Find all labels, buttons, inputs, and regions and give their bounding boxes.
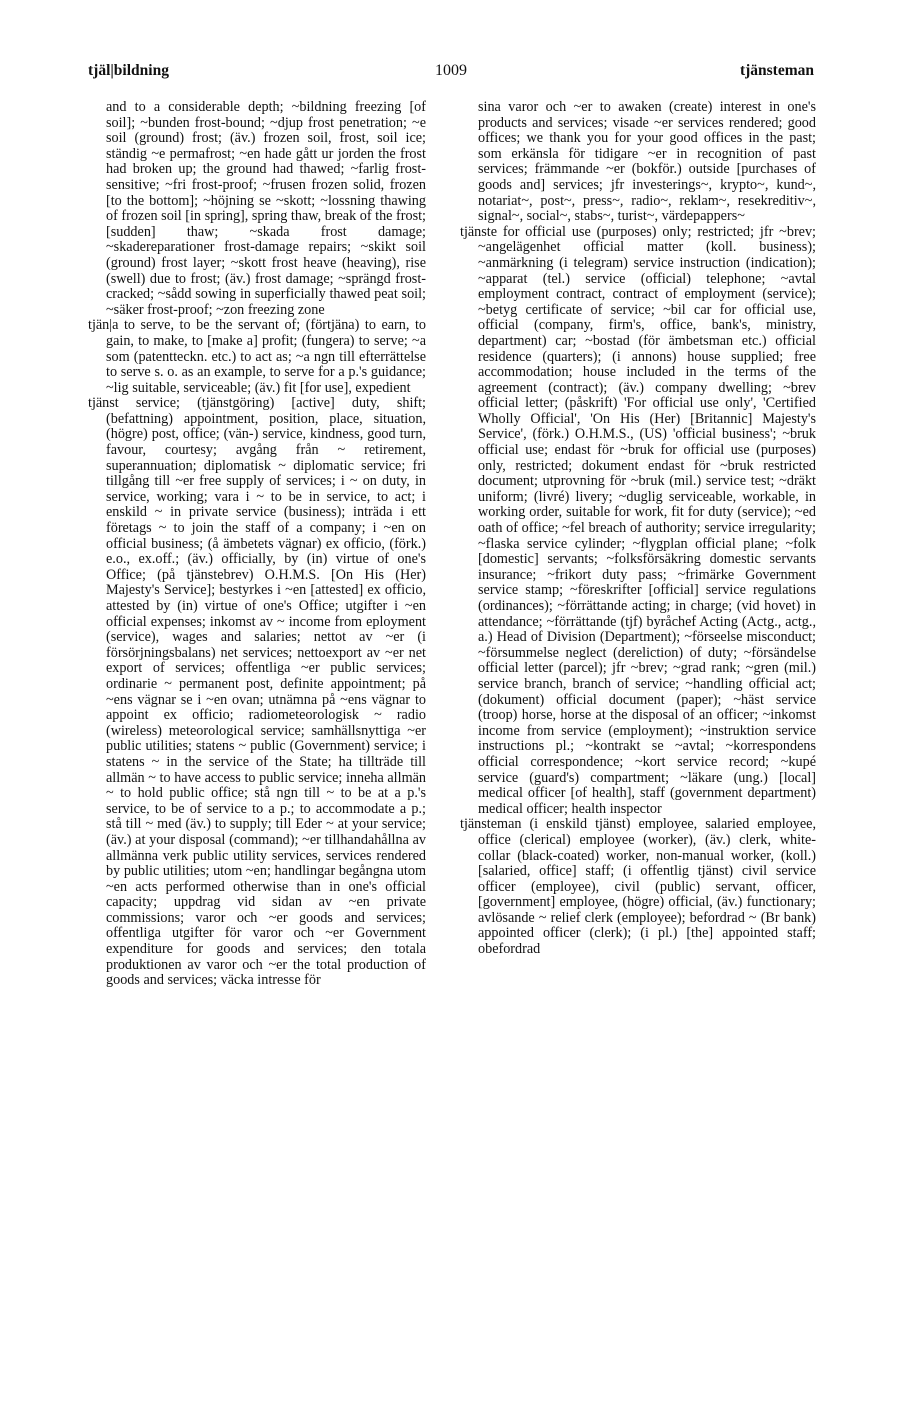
entry-tjanst: tjänst service; (tjänstgöring) [active] duty, shift; (befattning) appointment, position, place, situation, (högre) post, office; (vän-) service, kindness, good turn, favour, courtesy; avgång från ~ retirement, superannuation; diplomatisk ~ diplomatic service; fri tillgång till ~er free supply of services; i ~ on duty, in service, working; vara i ~ to be in service, to act; i enskild ~ in private service (business); inträda i ett företags ~ to join the staff of a company; i ~en on official business; (å ämbetets vägnar) ex officio, (förk.) e.o., ex.off.; (äv.) officially, by (in) virtue of one's Office; (på tjänstebrev) O.H.M.S. [On His (Her) Majesty's Service]; bestyrkes i ~en [attested] ex officio, attested by (in) virtue of one's Office; utgifter i ~en official expenses; inkomst av ~ income from eployment (service), wages and salaries; nettot av ~er (i försörjningsbalans) net services; nettoexport av ~er net export of services; offentliga ~er public services; ordinarie ~ permanent post, definite appointment; på ~ens vägnar se i ~en ovan; utnämna på ~ens vägnar to appoint ex officio; radiometeorologisk ~ radio (wireless) meteorological service; samhällsnyttiga ~er public utilities; statens ~ public (Government) service; i statens ~ in the service of the State; ha tillträde till allmän ~ to have access to public service; inneha allmän ~ to hold public office; stå ngn till ~ to be at a p.'s service, to be of service to a p.; to accommodate a p.; stå till ~ med (äv.) to supply; till Eder ~ at your service; (äv.) at your disposal (command); ~er tillhandahållna av allmänna verk public utility services, services rendered by public utilities; utom ~en; handlingar begångna utom ~en acts performed otherwise than in one's official capacity; uppdrag vid sidan av ~en private commissions; varor och ~er goods and services; offentliga utgifter för varor och ~er Government expenditure for goods and services; den totala produktionen av varor och ~er the total production of goods and services; väcka intresse för bbox=[88, 395, 426, 989]
left-column bbox=[88, 100, 426, 989]
entry-tjana: tjän|a to serve, to be the servant of; (förtjäna) to earn, to gain, to make, to [make a] profit; (fungera) to serve; ~a som (patentteckn. etc.) to act as; ~a ngn till efterrättelse to serve s. o. as an example, to serve for a p.'s guidance; ~lig suitable, serviceable; (äv.) fit [for use], expedient bbox=[88, 317, 426, 396]
page-header bbox=[88, 62, 814, 82]
header-right-guideword: tjänsteman bbox=[739, 62, 814, 79]
entry-continuation: sina varor och ~er to awaken (create) interest in one's products and services; visade ~er services rendered; good offices; we thank you for your good offices in the past; som erkänsla för tidigare ~er in recognition of past services; främmande ~er (bokför.) outside [purchases of goods and] services; jfr investerings~, krypto~, kund~, notariat~, post~, press~, radio~, reklam~, resekreditiv~, signal~, social~, stabs~, turist~, värdepappers~ bbox=[478, 99, 816, 225]
entry-continuation: and to a considerable depth; ~bildning freezing [of soil]; ~bunden frost-bound; ~djup frost penetration; ~e soil (ground) frost; (äv.) frozen soil, frost, soil ice; ständig ~e permafrost; ~en hade gått ur jorden the frost had broken up; the ground had thawed; ~farlig frost-sensitive; ~fri frost-proof; ~frusen frozen solid, frozen [to the bottom]; ~höjning se ~skott; ~lossning thawing of frozen soil [in spring], spring thaw, break of the frost; [sudden] thaw; ~skada frost damage; ~skadereparationer frost-damage repairs; ~skikt soil (ground) frost layer; ~skott frost heave (heaving), rise (swell) due to frost; (äv.) frost damage; ~sprängd frost-cracked; ~sådd sowing in superficially thawed peat soil; ~säker frost-proof; ~zon freezing zone bbox=[106, 99, 426, 318]
page-number: 1009 bbox=[435, 62, 467, 79]
entry-tjanste: tjänste for official use (purposes) only; restricted; jfr ~brev; ~angelägenhet official matter (koll. business); ~anmärkning (i telegram) service instruction (indication); ~apparat (tel.) service (official) telephone; ~avtal employment contract, contract of employment (service); ~betyg certificate of service; ~bil car for official use, official (company, firm's, office, bank's, ministry, department) car; ~bostad (för ämbetsman etc.) official residence (quarters); (i annons) house supplied; free accommodation; house included in the terms of the agreement (contract); (äv.) company dwelling; ~brev official letter; (påskrift) 'For official use only', 'Certified Wholly Official', 'On His (Her) [Britannic] Majesty's Service', (förk.) O.H.M.S., (US) 'official business'; ~bruk official use; endast för ~bruk for official use (purposes) only, restricted; dokument endast för ~bruk restricted document; utprovning för ~bruk (mil.) service test; ~dräkt uniform; (livré) livery; ~duglig serviceable, workable, in working order, suitable for work, fit for duty (service); ~ed oath of office; ~fel breach of authority; service irregularity; ~flaska service cylinder; ~flygplan official plane; ~folk [domestic] servants; ~folksförsäkring domestic servants insurance; ~frikort duty pass; ~frimärke Government service stamp; ~föreskrifter [official] service regulations (ordinances); ~förrättande acting; in charge; (vid hovet) in attendance; ~förrättande (tjf) byråchef Acting (Actg., actg., a.) Head of Division (Department); ~förseelse misconduct; ~försummelse neglect (dereliction) of duty; ~försändelse official letter (parcel); jfr ~brev; ~grad rank; ~gren (mil.) service branch, branch of service; ~handling official act; (dokument) official document (paper); ~häst service (troop) horse, horse at the disposal of an officer; ~inkomst income from service (employment); ~instruktion service instructions pl.; ~kontrakt se ~avtal; ~korrespondens official correspondence; ~kort service record; ~kupé service (guard's) compartment; ~läkare (ung.) [local] medical officer [of health], staff (government department) medical officer; health inspector bbox=[460, 223, 816, 817]
header-left-guideword: tjäl|bildning bbox=[88, 62, 169, 79]
entry-tjansteman: tjänsteman (i enskild tjänst) employee, salaried employee, office (clerical) employee (worker), (äv.) clerk, white-collar (black-coated) worker, non-manual worker, (koll.) [salaried, office] staff; (i offentlig tjänst) civil service officer (employee), civil (public) servant, officer, [government] employee, (högre) official, (äv.) functionary; avlösande ~ relief clerk (employee); befordrad ~ (Br bank) appointed officer (clerk); (i pl.) [the] appointed staff; obefordrad bbox=[460, 816, 816, 958]
right-column bbox=[460, 100, 816, 958]
